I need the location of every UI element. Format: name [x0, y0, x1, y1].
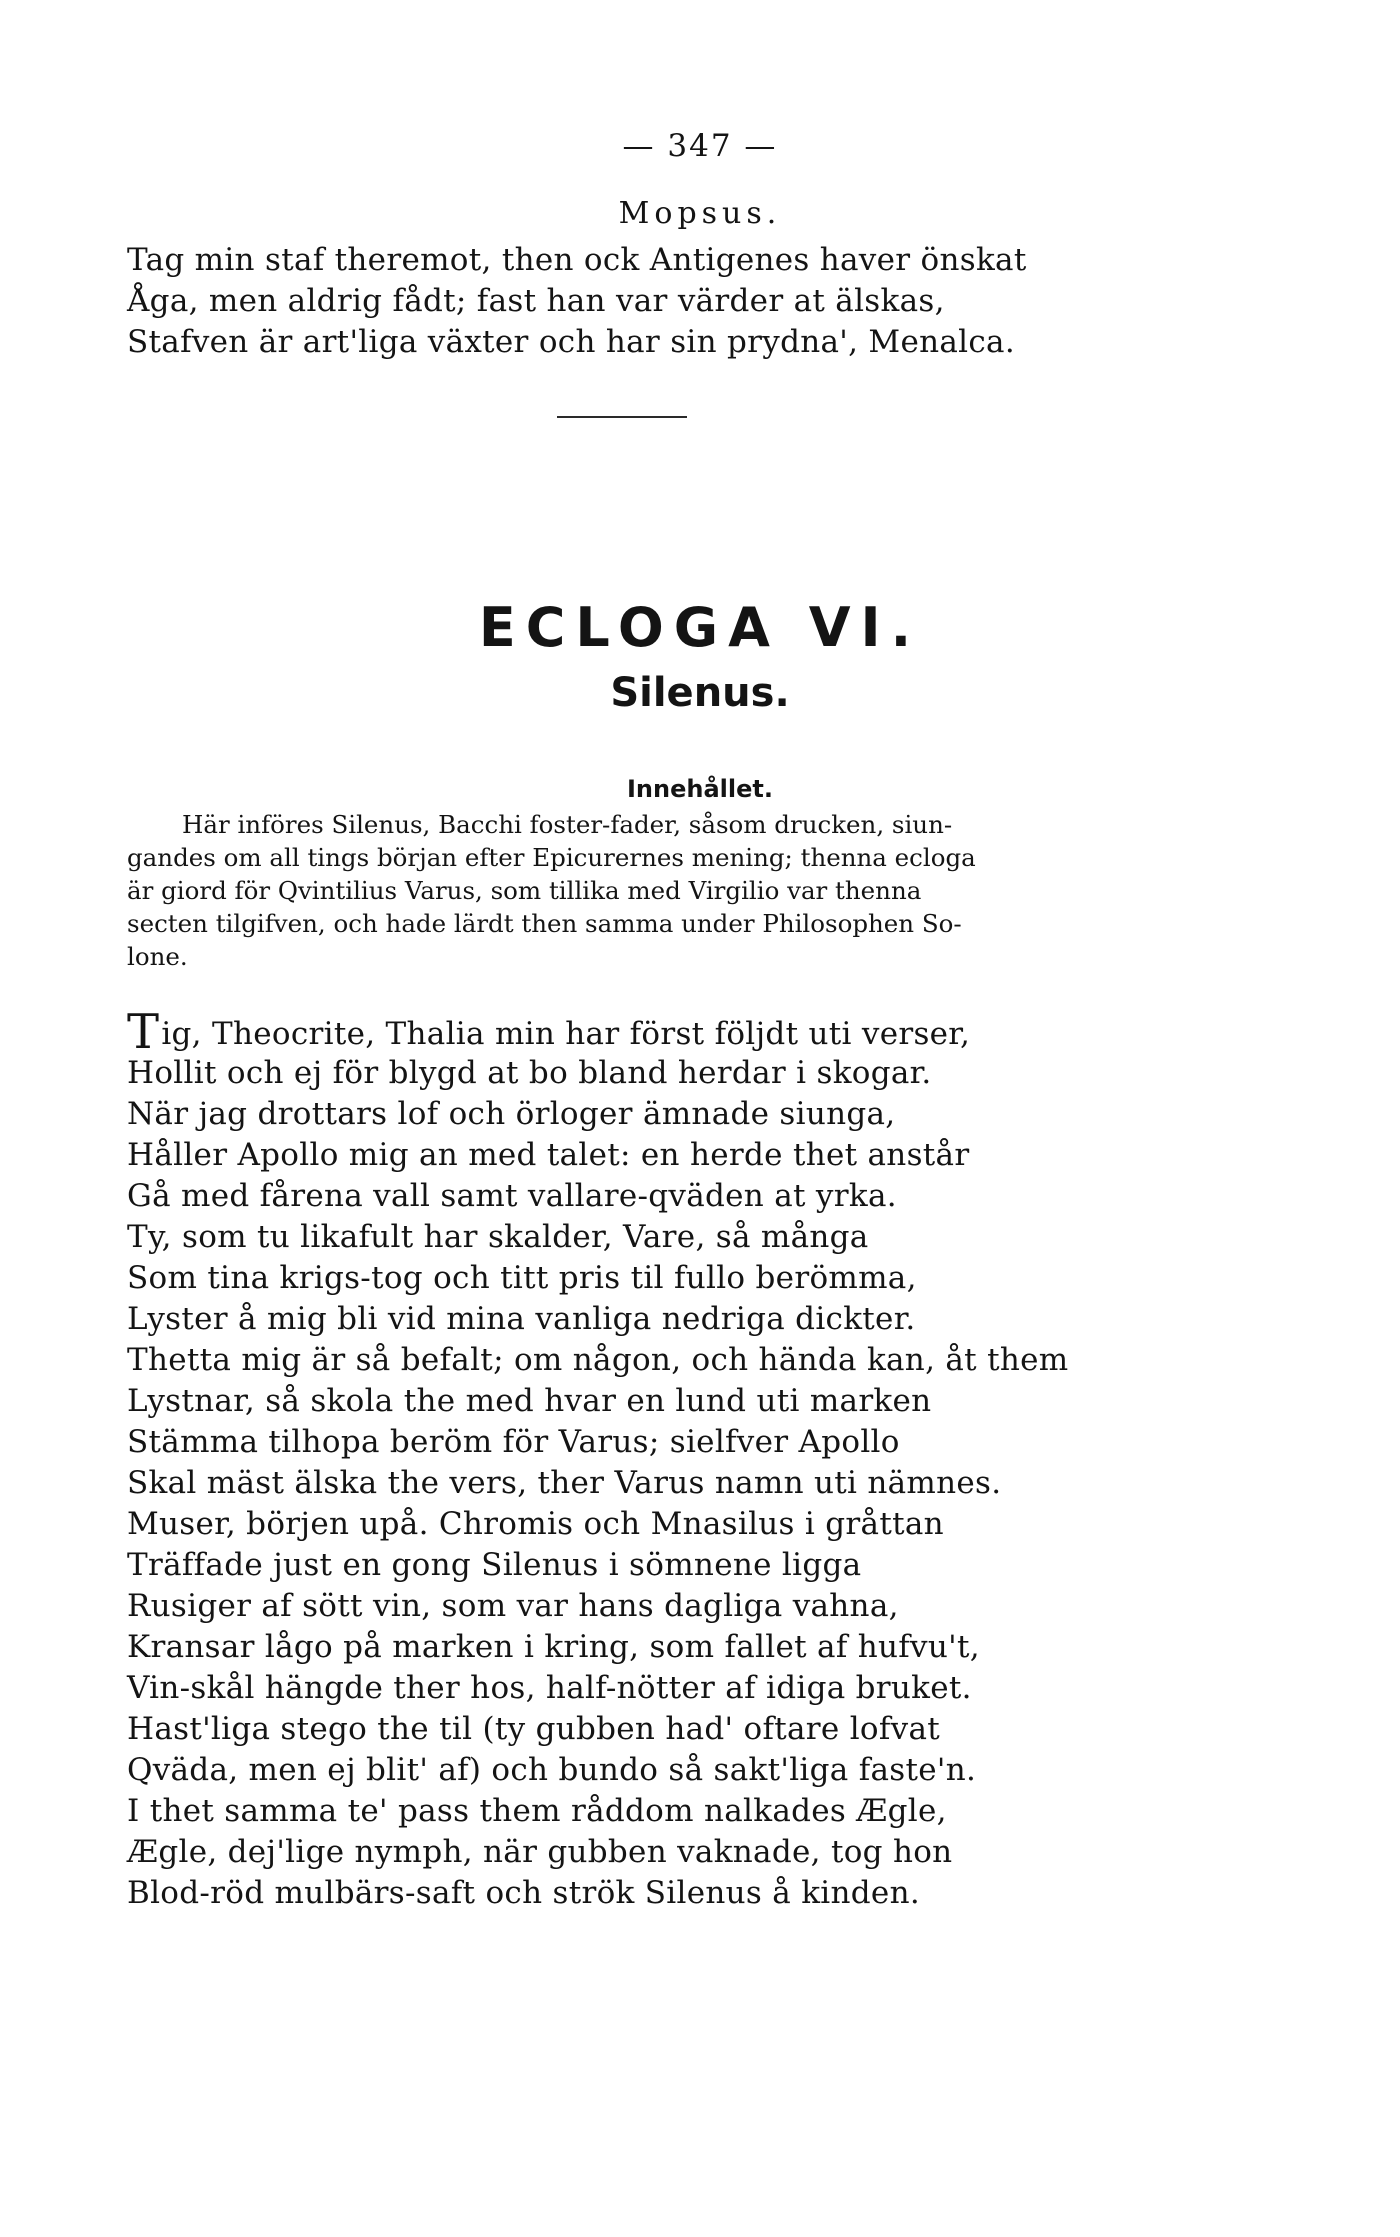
poem-line: Träffade just en gong Silenus i sömnene ligga: [127, 1547, 862, 1583]
poem-line: Stämma tilhopa beröm för Varus; sielfver Apollo: [127, 1424, 900, 1460]
poem-line: Hast'liga stego the til (ty gubben had' oftare lofvat: [127, 1711, 940, 1747]
poem-line: Vin-skål hängde ther hos, half-nötter af idiga bruket.: [127, 1670, 972, 1706]
poem-first-line: [127, 1004, 1127, 1060]
poem-line: Håller Apollo mig an med talet: en herde thet anstår: [127, 1137, 970, 1173]
poem-line: Lystnar, så skola the med hvar en lund uti marken: [127, 1383, 932, 1419]
summary-line: gandes om all tings början efter Epicurernes mening; thenna ecloga: [127, 843, 976, 872]
contents-summary: [127, 808, 1127, 973]
verse-line: Åga, men aldrig fådt; fast han var värder at älskas,: [127, 283, 945, 319]
poem-body: [127, 1004, 1127, 1914]
mopsus-verse: [127, 240, 1127, 363]
page-number: — 347 —: [622, 128, 778, 164]
poem-line: Hollit och ej för blygd at bo bland herdar i skogar.: [127, 1055, 932, 1091]
speaker-name: Mopsus.: [618, 196, 782, 231]
poem-line: Blod-röd mulbärs-saft och strök Silenus å kinden.: [127, 1875, 920, 1911]
poem-line: När jag drottars lof och örloger ämnade siunga,: [127, 1096, 896, 1132]
poem-line: Lyster å mig bli vid mina vanliga nedriga dickter.: [127, 1301, 916, 1337]
eclogue-subtitle: Silenus.: [610, 670, 790, 716]
summary-line: är giord för Qvintilius Varus, som tillika med Virgilio var thenna: [127, 876, 922, 905]
summary-line: secten tilgifven, och hade lärdt then samma under Philosophen So-: [127, 909, 962, 938]
section-divider: [557, 416, 687, 418]
summary-line: lone.: [127, 942, 188, 971]
eclogue-title: ECLOGA VI.: [478, 596, 922, 659]
poem-line: Ægle, dej'lige nymph, när gubben vaknade, tog hon: [127, 1834, 953, 1870]
verse-line: Stafven är art'liga växter och har sin prydna', Menalca.: [127, 324, 1015, 360]
contents-heading: Innehållet.: [627, 775, 773, 803]
drop-cap: T: [127, 1004, 160, 1060]
poem-line: Kransar lågo på marken i kring, som fallet af hufvu't,: [127, 1629, 980, 1665]
poem-line: I thet samma te' pass them råddom nalkades Ægle,: [127, 1793, 947, 1829]
poem-line: Som tina krigs-tog och titt pris til fullo berömma,: [127, 1260, 917, 1296]
poem-line: Skal mäst älska the vers, ther Varus namn uti nämnes.: [127, 1465, 1002, 1501]
poem-line: Ty, som tu likafult har skalder, Vare, så många: [127, 1219, 869, 1255]
poem-line: Thetta mig är så befalt; om någon, och hända kan, åt them: [127, 1342, 1069, 1378]
poem-line: Muser, börjen upå. Chromis och Mnasilus i gråttan: [127, 1506, 944, 1542]
first-line-text: ig, Theocrite, Thalia min har först följdt uti verser,: [161, 1016, 971, 1052]
summary-line: Här införes Silenus, Bacchi foster-fader, såsom drucken, siun-: [182, 810, 953, 839]
poem-line: Rusiger af sött vin, som var hans dagliga vahna,: [127, 1588, 899, 1624]
verse-line: Tag min staf theremot, then ock Antigenes haver önskat: [127, 242, 1027, 278]
poem-line: Qväda, men ej blit' af) och bundo så sakt'liga faste'n.: [127, 1752, 977, 1788]
poem-line: Gå med fårena vall samt vallare-qväden at yrka.: [127, 1178, 897, 1214]
